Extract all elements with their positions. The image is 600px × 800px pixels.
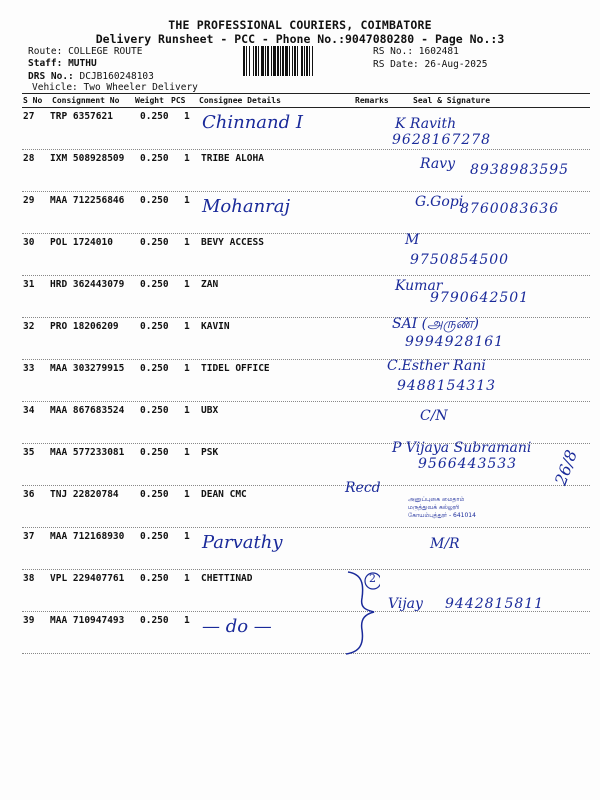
drs-label: DRS No.: <box>28 71 74 82</box>
route-line <box>28 46 142 57</box>
row-weight: 0.250 <box>140 405 169 416</box>
row-phone: 8760083636 <box>460 201 560 217</box>
barcode-bar <box>277 46 279 76</box>
row-consignee: DEAN CMC <box>201 489 247 500</box>
row-handwritten-consignee: — do — <box>202 616 272 637</box>
barcode-bar <box>246 46 247 76</box>
vehicle-value: Two Wheeler Delivery <box>83 82 198 93</box>
row-signature: K Ravith <box>395 116 457 132</box>
row-weight: 0.250 <box>140 531 169 542</box>
row-consignment: POL 1724010 <box>50 237 113 248</box>
barcode-bar <box>282 46 284 76</box>
row-weight: 0.250 <box>140 111 169 122</box>
row-consignee: KAVIN <box>201 321 230 332</box>
row-weight: 0.250 <box>140 195 169 206</box>
col-consignee: Consignee Details <box>199 96 281 105</box>
row-consignee: CHETTINAD <box>201 573 253 584</box>
row-consignment: TNJ 22820784 <box>50 489 119 500</box>
row-sno: 38 <box>23 573 35 584</box>
barcode-bar <box>294 46 296 76</box>
vehicle-label: Vehicle: <box>32 82 78 93</box>
row-pcs: 1 <box>184 195 190 206</box>
row-pcs: 1 <box>184 237 190 248</box>
row-consignment: PRO 18206209 <box>50 321 119 332</box>
row-pcs: 1 <box>184 321 190 332</box>
company-title: THE PROFESSIONAL COURIERS, COIMBATORE <box>168 18 432 32</box>
row-consignment: HRD 362443079 <box>50 279 125 290</box>
row-pcs: 1 <box>184 531 190 542</box>
table-row <box>0 402 600 444</box>
drs-value: DCJB160248103 <box>79 71 154 82</box>
row-pcs: 1 <box>184 405 190 416</box>
barcode-bar <box>285 46 288 76</box>
row-consignment: IXM 508928509 <box>50 153 125 164</box>
barcode-bar <box>258 46 259 76</box>
barcode-bar <box>309 46 310 76</box>
staff-value: MUTHU <box>68 58 97 69</box>
row-consignment: MAA 712168930 <box>50 531 125 542</box>
row-signature: G.Gopi <box>415 194 464 210</box>
row-handwritten-consignee: Parvathy <box>202 532 283 553</box>
stamp-line-1: அனுப்புகை மைதாம் <box>408 496 465 503</box>
row-weight: 0.250 <box>140 447 169 458</box>
col-remarks: Remarks <box>355 96 389 105</box>
office-stamp <box>408 496 480 530</box>
row-handwritten-consignee: Chinnand I <box>202 112 303 133</box>
row-phone: 9750854500 <box>410 252 510 268</box>
row-consignee: TIDEL OFFICE <box>201 363 270 374</box>
row-sno: 34 <box>23 405 35 416</box>
row-weight: 0.250 <box>140 615 169 626</box>
row-consignee: PSK <box>201 447 219 458</box>
handwritten-date: 26/8 <box>550 447 582 488</box>
rs-date-label: RS Date: <box>373 59 419 70</box>
row-signature: P Vijaya Subramani <box>392 440 532 456</box>
row-signature: Kumar <box>395 278 443 294</box>
row-pcs: 1 <box>184 279 190 290</box>
row-sno: 33 <box>23 363 35 374</box>
col-weight: Weight <box>135 96 164 105</box>
row-pcs: 1 <box>184 153 190 164</box>
row-pcs: 1 <box>184 363 190 374</box>
row-sno: 39 <box>23 615 35 626</box>
row-consignee: ZAN <box>201 279 219 290</box>
row-signature: C/N <box>420 408 448 424</box>
row-weight: 0.250 <box>140 573 169 584</box>
row-consignment: TRP 6357621 <box>50 111 113 122</box>
barcode-bar <box>306 46 308 76</box>
drs-line <box>28 71 154 82</box>
row-sno: 30 <box>23 237 35 248</box>
table-row <box>0 528 600 570</box>
row-handwritten-consignee: Mohanraj <box>202 196 291 217</box>
row-weight: 0.250 <box>140 321 169 332</box>
row-signature: C.Esther Rani <box>387 358 486 374</box>
route-value: COLLEGE ROUTE <box>68 46 143 57</box>
row-pcs: 1 <box>184 615 190 626</box>
row-phone: 8938983595 <box>470 162 570 178</box>
col-seal: Seal & Signature <box>413 96 491 105</box>
row-consignee: TRIBE ALOHA <box>201 153 264 164</box>
row-weight: 0.250 <box>140 153 169 164</box>
barcode-bar <box>289 46 290 76</box>
barcode-bar <box>312 46 313 76</box>
col-sno: S No <box>23 96 43 105</box>
row-sno: 27 <box>23 111 35 122</box>
staff-label: Staff: <box>28 58 63 69</box>
row-pcs: 1 <box>184 573 190 584</box>
row-pcs: 1 <box>184 489 190 500</box>
row-consignment: MAA 577233081 <box>50 447 125 458</box>
row-phone: 9790642501 <box>430 290 530 306</box>
staff-line <box>28 58 97 69</box>
barcode-bar <box>304 46 305 76</box>
rs-date-value: 26-Aug-2025 <box>424 59 488 70</box>
row-signature: Recd <box>345 480 381 496</box>
vehicle-line <box>32 82 198 93</box>
table-row <box>0 440 600 486</box>
stamp-line-2: மருத்துவக் கல்லூரி <box>408 504 460 511</box>
barcode-bar <box>255 46 257 76</box>
row-consignment: VPL 229407761 <box>50 573 125 584</box>
barcode <box>242 46 368 76</box>
rs-no-value: 1602481 <box>418 46 459 57</box>
row-phone: 9488154313 <box>397 378 497 394</box>
header-top-rule <box>22 93 590 94</box>
table-row <box>0 234 600 276</box>
barcode-bar <box>297 46 298 76</box>
row-consignment: MAA 303279915 <box>50 363 125 374</box>
table-row <box>0 108 600 150</box>
row-consignment: MAA 712256846 <box>50 195 125 206</box>
col-consignment: Consignment No <box>52 96 120 105</box>
row-phone: 9628167278 <box>392 132 492 148</box>
barcode-bar <box>271 46 272 76</box>
row-weight: 0.250 <box>140 237 169 248</box>
table-header <box>0 95 600 107</box>
row-signature: SAI (அருண்) <box>392 316 479 332</box>
row-signature: M <box>405 232 420 248</box>
stamp-line-3: கோயம்புத்தூர் - 641014 <box>408 512 476 519</box>
barcode-bar <box>273 46 276 76</box>
barcode-bar <box>267 46 269 76</box>
row-weight: 0.250 <box>140 363 169 374</box>
barcode-bar <box>253 46 254 76</box>
row-sno: 28 <box>23 153 35 164</box>
table-row <box>0 192 600 234</box>
table-row <box>0 480 600 528</box>
row-signature: M/R <box>430 536 460 552</box>
barcode-bar <box>292 46 293 76</box>
table-row <box>0 318 600 360</box>
rs-date-line <box>373 59 487 70</box>
row-sno: 32 <box>23 321 35 332</box>
row-pcs: 1 <box>184 447 190 458</box>
row-phone: 9994928161 <box>405 334 505 350</box>
row-pcs: 1 <box>184 111 190 122</box>
row-sno: 37 <box>23 531 35 542</box>
row-separator <box>22 653 590 654</box>
col-pcs: PCS <box>171 96 186 105</box>
barcode-bar <box>249 46 250 76</box>
table-row <box>0 360 600 402</box>
row-consignee: BEVY ACCESS <box>201 237 264 248</box>
table-row <box>0 276 600 318</box>
circled-count: 2 <box>369 572 376 585</box>
row-sno: 35 <box>23 447 35 458</box>
row-signature: Vijay <box>388 596 423 612</box>
barcode-bar <box>301 46 303 76</box>
row-sno: 29 <box>23 195 35 206</box>
row-weight: 0.250 <box>140 279 169 290</box>
barcode-bar <box>261 46 264 76</box>
row-sno: 36 <box>23 489 35 500</box>
row-phone: 9442815811 <box>445 596 545 612</box>
barcode-bar <box>265 46 266 76</box>
rs-no-label: RS No.: <box>373 46 414 57</box>
runsheet-title: Delivery Runsheet - PCC - Phone No.:9047080280 - Page No.:3 <box>95 32 505 46</box>
table-row <box>0 150 600 192</box>
row-phone: 9566443533 <box>418 456 518 472</box>
row-signature: Ravy <box>420 156 456 172</box>
row-consignment: MAA 867683524 <box>50 405 125 416</box>
barcode-bar <box>280 46 281 76</box>
barcode-bar <box>243 46 245 76</box>
row-consignment: MAA 710947493 <box>50 615 125 626</box>
rs-no-line <box>373 46 459 57</box>
row-weight: 0.250 <box>140 489 169 500</box>
row-sno: 31 <box>23 279 35 290</box>
row-consignee: UBX <box>201 405 219 416</box>
route-label: Route: <box>28 46 63 57</box>
table-row <box>0 596 600 654</box>
